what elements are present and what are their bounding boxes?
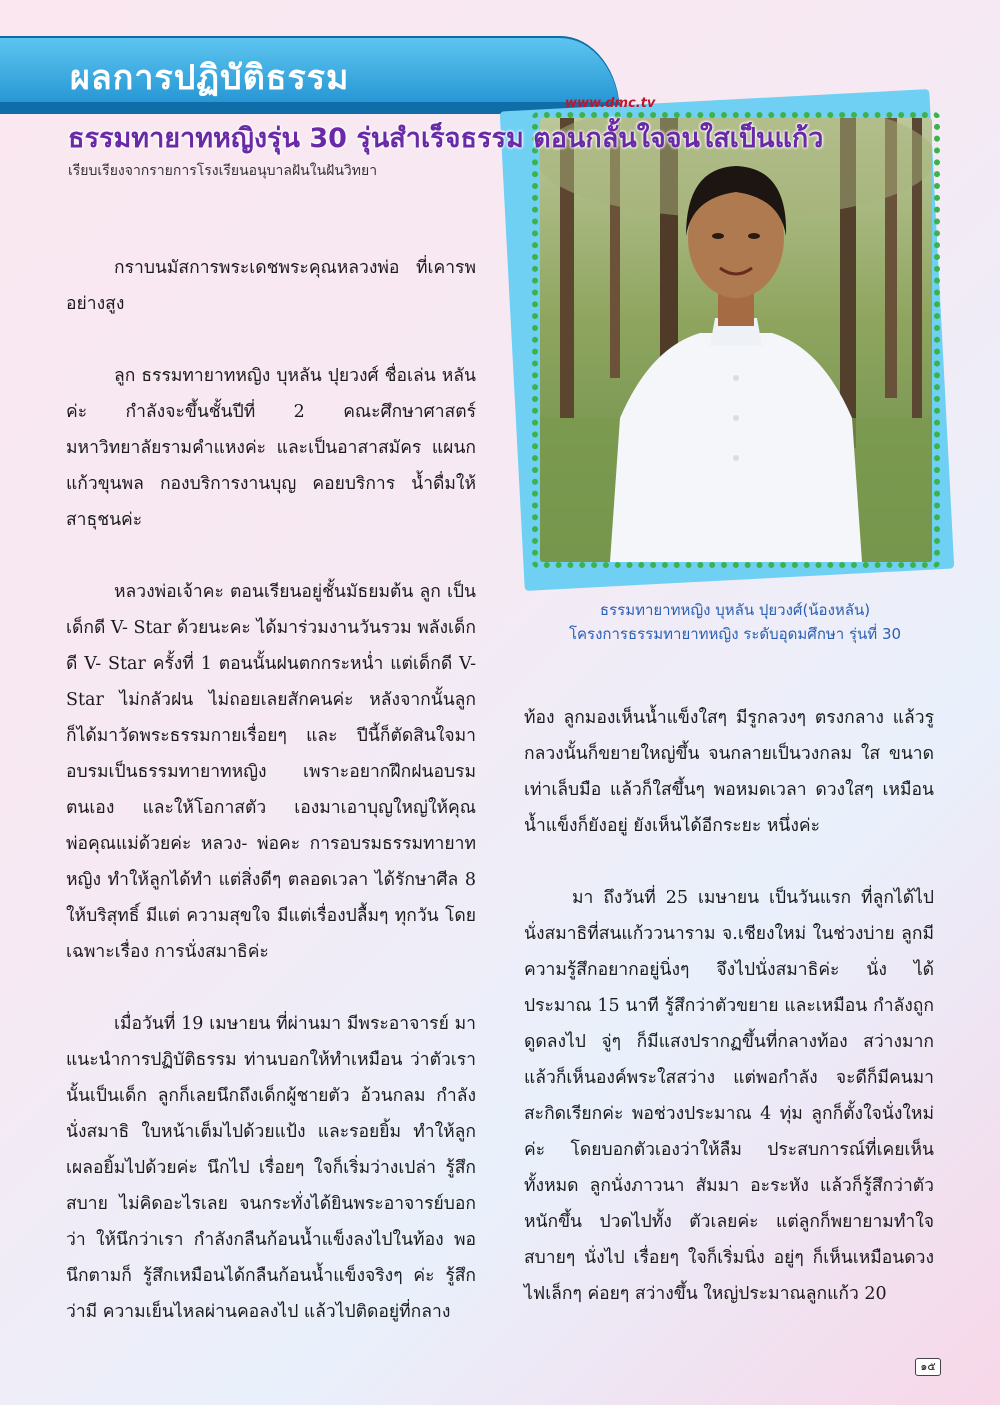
left-column bbox=[66, 250, 476, 1366]
paragraph: ลูก ธรรมทายาทหญิง บุหลัน ปุยวงศ์ ชื่อเล่น หลัน ค่ะ กำลังจะขึ้นชั้นปีที่ 2 คณะศึกษาศาสตร์ มหาวิทยาลัยรามคำแหงค่ะ และเป็นอาสาสมัคร แผนกแก้วขุนพล กองบริการงานบุญ คอยบริการ น้ำดื่มให้สาธุชนค่ะ bbox=[66, 366, 476, 530]
paragraph: เมื่อวันที่ 19 เมษายน ที่ผ่านมา มีพระอาจารย์ มา แนะนำการปฏิบัติธรรม ท่านบอกให้ทำเหมือน ว่าตัวเรานั้นเป็นเด็ก ลูกก็เลยนึกถึงเด็กผู้ชายตัว อ้วนกลม กำลังนั่งสมาธิ ใบหน้าเต็มไปด้วยแป้ง และรอยยิ้ม ทำให้ลูกเผลอยิ้มไปด้วยค่ะ นึกไป เรื่อยๆ ใจก็เริ่มว่างเปล่า รู้สึกสบาย ไม่คิดอะไรเลย จนกระทั่งได้ยินพระอาจารย์บอกว่า ให้นึกว่าเรา กำลังกลืนก้อนน้ำแข็งลงไปในท้อง พอนึกตามก็ รู้สึกเหมือนได้กลืนก้อนน้ำแข็งจริงๆ ค่ะ รู้สึกว่ามี ความเย็นไหลผ่านคอลงไป แล้วไปติดอยู่ที่กลาง bbox=[66, 1014, 476, 1322]
paragraph: หลวงพ่อเจ้าคะ ตอนเรียนอยู่ชั้นมัธยมต้น ลูก เป็นเด็กดี V- Star ด้วยนะคะ ได้มาร่วมงานวันรวม พลังเด็กดี V- Star ครั้งที่ 1 ตอนนั้นฝนตกกระหน่ำ แต่เด็กดี V- Star ไม่กลัวฝน ไม่ถอยเลยสักคนค่ะ หลังจากนั้นลูกก็ได้มาวัดพระธรรมกายเรื่อยๆ และ ปีนี้ก็ตัดสินใจมาอบรมเป็นธรรมทายาทหญิง เพราะอยากฝึกฝนอบรมตนเอง และให้โอกาสตัว เองมาเอาบุญใหญ่ให้คุณพ่อคุณแม่ด้วยค่ะ หลวง- พ่อคะ การอบรมธรรมทายาทหญิง ทำให้ลูกได้ทำ แต่สิ่งดีๆ ตลอดเวลา ได้รักษาศีล 8 ให้บริสุทธิ์ มีแต่ ความสุขใจ มีแต่เรื่องปลื้มๆ ทุกวัน โดยเฉพาะเรื่อง การนั่งสมาธิค่ะ bbox=[66, 582, 476, 962]
photo-dotted-border bbox=[532, 112, 940, 568]
paragraph: มา ถึงวันที่ 25 เมษายน เป็นวันแรก ที่ลูกได้ไป นั่งสมาธิที่สนแก้ววนาราม จ.เชียงใหม่ ในช่วงบ่าย ลูกมีความรู้สึกอยากอยู่นิ่งๆ จึงไปนั่งสมาธิค่ะ นั่ง ได้ประมาณ 15 นาที รู้สึกว่าตัวขยาย และเหมือน กำลังถูกดูดลงไป จู่ๆ ก็มีแสงปรากฏขึ้นที่กลางท้อง สว่างมาก แล้วก็เห็นองค์พระใสสว่าง แต่พอกำลัง จะดีก็มีคนมาสะกิดเรียกค่ะ พอช่วงประมาณ 4 ทุ่ม ลูกก็ตั้งใจนั่งใหม่ค่ะ โดยบอกตัวเองว่าให้ลืม ประสบการณ์ที่เคยเห็นทั้งหมด ลูกนั่งภาวนา สัมมา อะระหัง แล้วก็รู้สึกว่าตัวหนักขึ้น ปวดไปทั้ง ตัวเลยค่ะ แต่ลูกก็พยายามทำใจสบายๆ นั่งไป เรื่อยๆ ใจก็เริ่มนิ่ง อยู่ๆ ก็เห็นเหมือนดวงไฟเล็กๆ ค่อยๆ สว่างขึ้น ใหญ่ประมาณลูกแก้ว 20 bbox=[524, 888, 934, 1304]
article-source: เรียบเรียงจากรายการโรงเรียนอนุบาลฝันในฝันวิทยา bbox=[68, 163, 378, 179]
right-column bbox=[524, 700, 934, 1348]
caption-line-1: ธรรมทายาทหญิง บุหลัน ปุยวงศ์(น้องหลัน) bbox=[599, 601, 871, 619]
section-title: ผลการปฏิบัติธรรม bbox=[70, 58, 350, 98]
page-number: ๑๕ bbox=[915, 1358, 941, 1376]
article-headline: ธรรมทายาทหญิงรุ่น 30 รุ่นสำเร็จธรรม ตอนกลั้นใจจนใสเป็นแก้ว bbox=[68, 123, 824, 154]
caption-line-2: โครงการธรรมทายาทหญิง ระดับอุดมศึกษา รุ่นที่ 30 bbox=[568, 625, 902, 643]
watermark: www.dmc.tv bbox=[565, 96, 656, 111]
paragraph: กราบนมัสการพระเดชพระคุณหลวงพ่อ ที่เคารพอย่างสูง bbox=[66, 258, 476, 314]
paragraph: ท้อง ลูกมองเห็นน้ำแข็งใสๆ มีรูกลวงๆ ตรงกลาง แล้วรูกลวงนั้นก็ขยายใหญ่ขึ้น จนกลายเป็นวงกลม ใส ขนาดเท่าเล็บมือ แล้วก็ใสขึ้นๆ พอหมดเวลา ดวงใสๆ เหมือนน้ำแข็งก็ยังอยู่ ยังเห็นได้อีกระยะ หนึ่งค่ะ bbox=[524, 708, 934, 836]
photo-caption bbox=[500, 598, 970, 646]
